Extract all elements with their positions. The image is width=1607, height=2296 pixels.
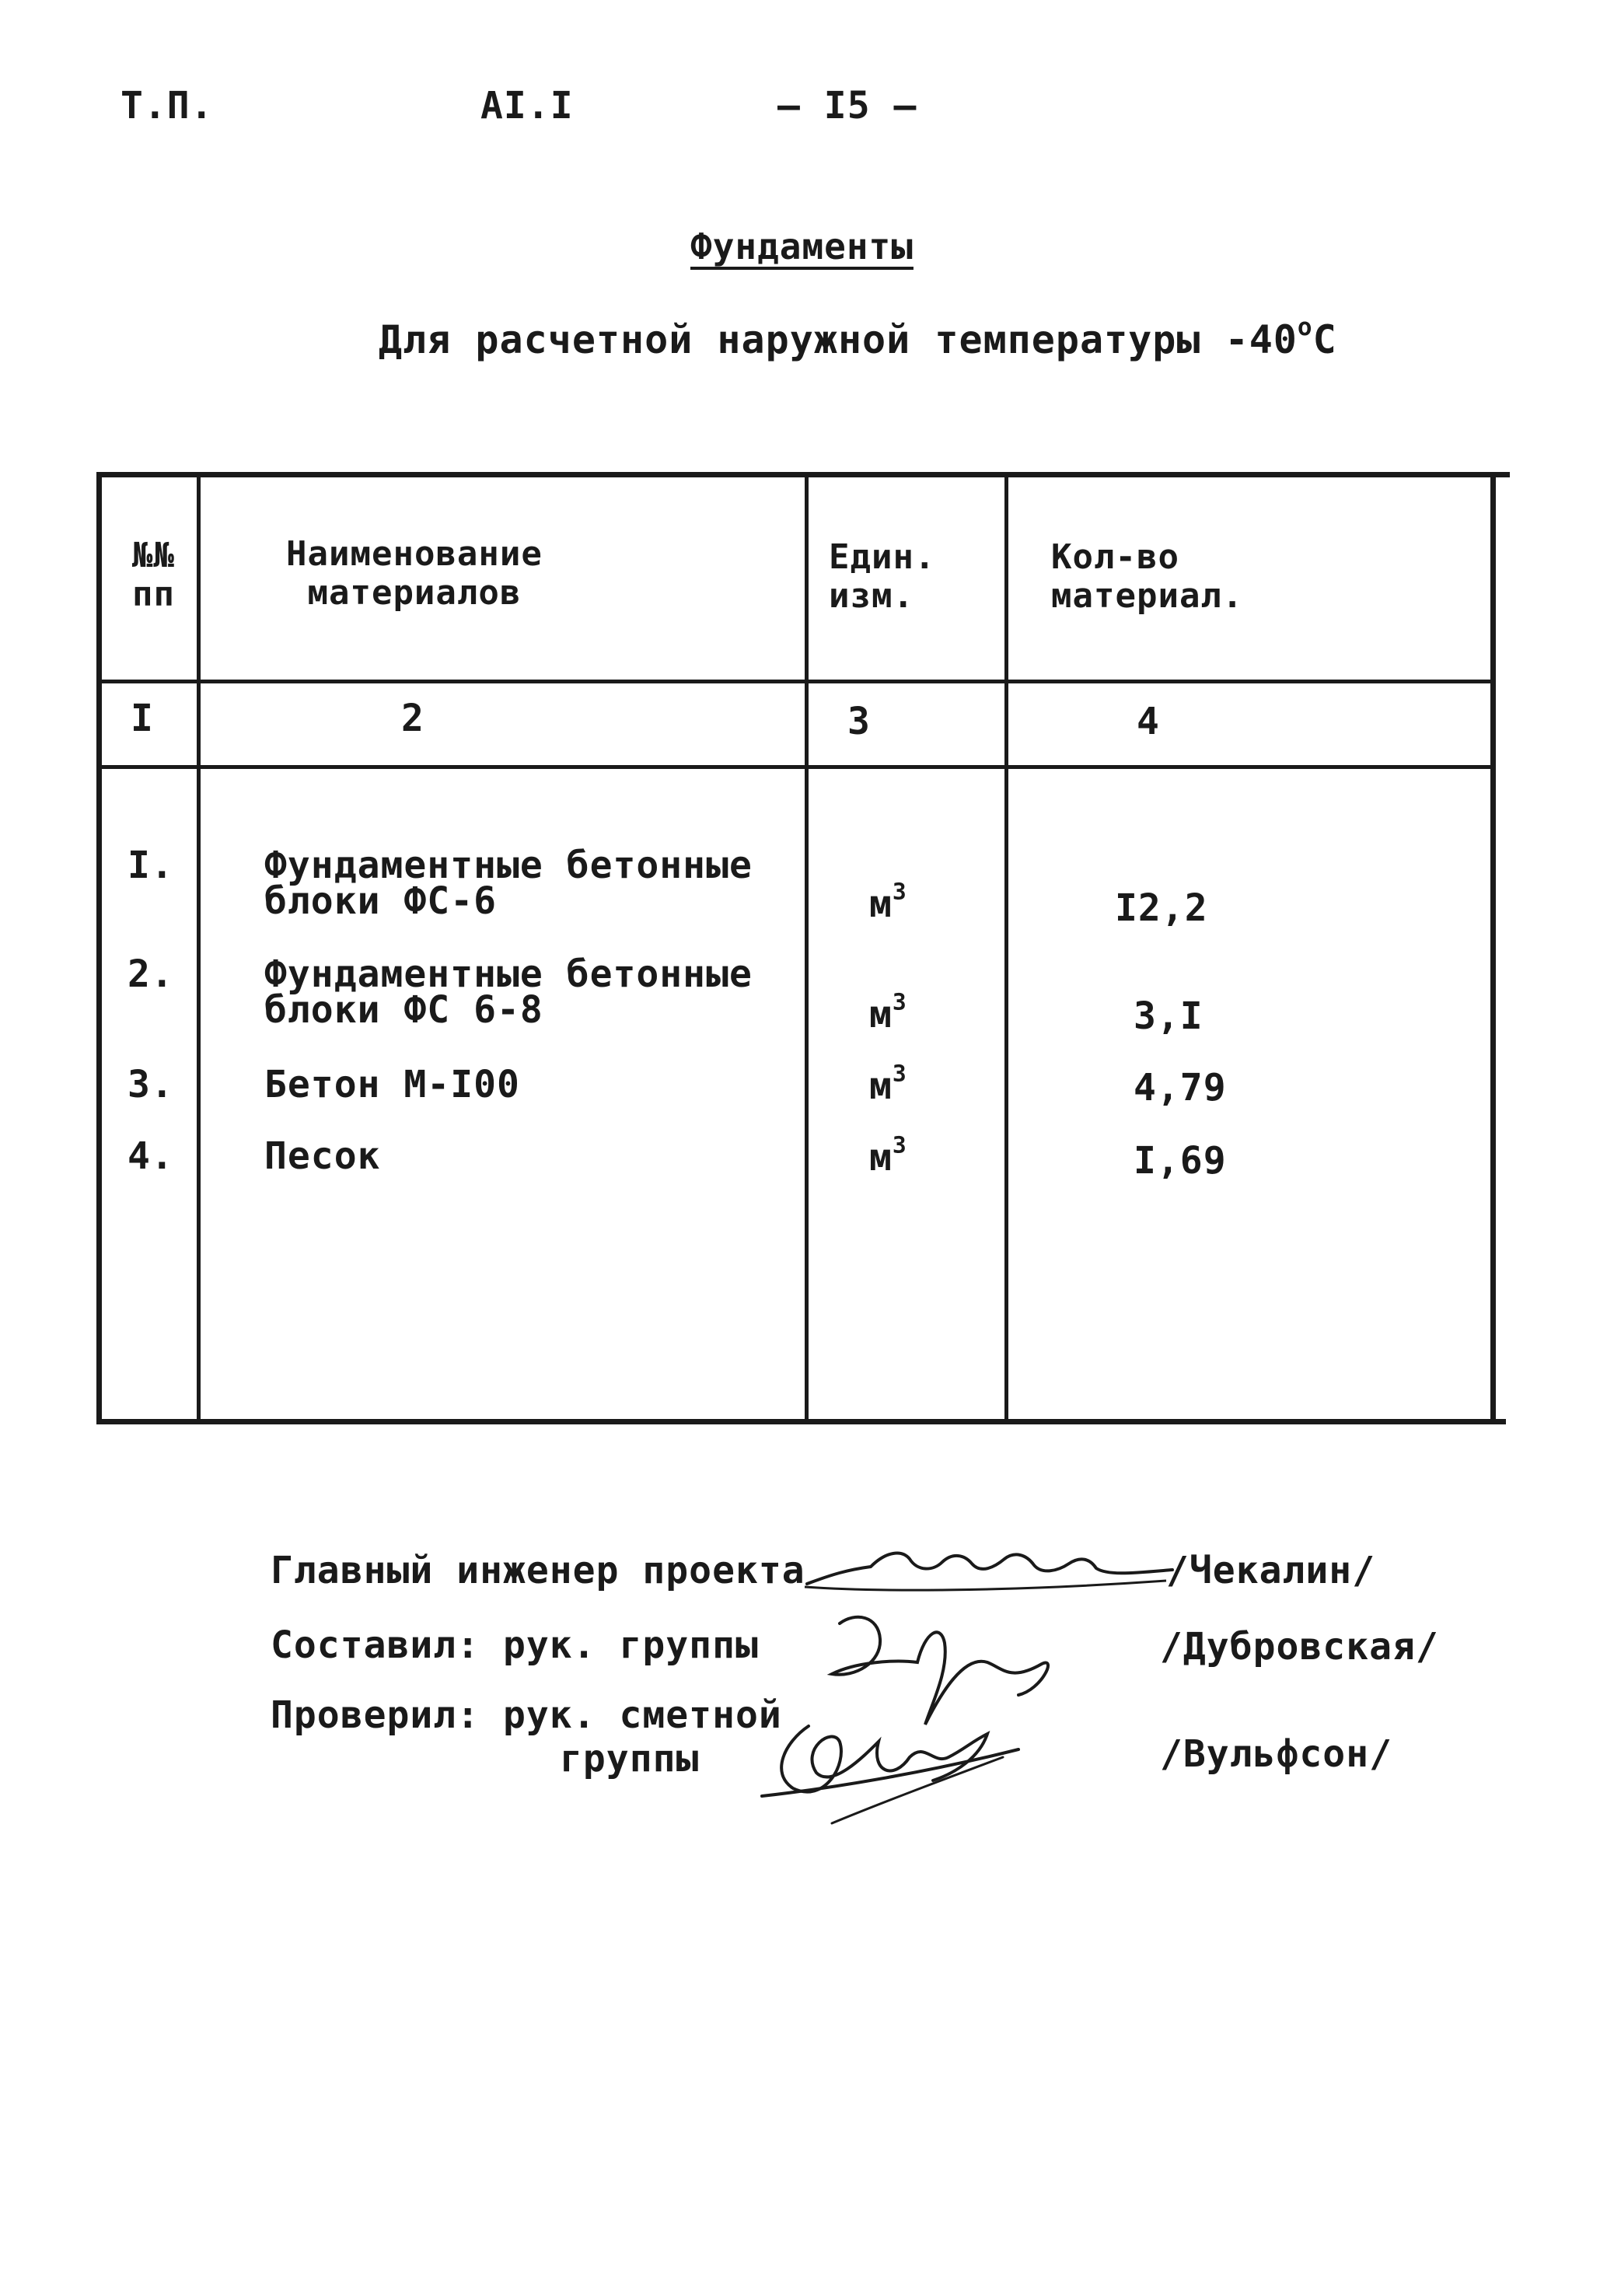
row-number: 4. — [128, 1134, 174, 1178]
col-number: 3 — [847, 700, 871, 743]
header-unit: Един. изм. — [829, 537, 936, 616]
page-number: – I5 – — [777, 84, 917, 128]
number-row-divider — [96, 765, 1496, 769]
row-number: 3. — [128, 1063, 174, 1106]
row-unit: $м^3$ — [869, 988, 907, 1036]
col-number: 4 — [1137, 700, 1160, 743]
document-subtitle: Для расчетной наружной температуры $-40^оС$ — [379, 313, 1337, 362]
document-title: Фундаменты — [690, 225, 914, 267]
col-number: 2 — [401, 697, 424, 740]
table-border-top — [96, 472, 1510, 477]
row-number: 2. — [128, 952, 174, 996]
header-num: №№ пп — [132, 536, 175, 614]
header-qty: Кол-во материал. — [1051, 537, 1244, 616]
row-unit: $м^3$ — [869, 878, 907, 926]
chief-engineer-signature — [801, 1536, 1182, 1606]
table-border-bottom — [96, 1419, 1506, 1424]
row-unit: $м^3$ — [869, 1131, 907, 1179]
row-unit: $м^3$ — [869, 1060, 907, 1108]
row-quantity: I2,2 — [1115, 886, 1208, 930]
table-border-left — [96, 472, 102, 1424]
col-number: I — [131, 697, 154, 740]
row-number: I. — [128, 844, 174, 887]
checked-name: /Вульфсон/ — [1160, 1732, 1392, 1776]
col-divider-3 — [1004, 474, 1008, 1423]
checked-signature — [754, 1695, 1034, 1835]
checked-label: Проверил: рук. сметной группы — [271, 1693, 782, 1781]
header-left-label: Т.П. — [121, 84, 214, 128]
row-name: Песок — [264, 1134, 381, 1178]
row-quantity: 3,I — [1134, 994, 1204, 1038]
row-name: Бетон М-I00 — [264, 1063, 520, 1106]
chief-engineer-label: Главный инженер проекта — [271, 1549, 805, 1592]
row-name: Фундаментные бетонные блоки ФС 6-8 — [264, 952, 753, 1032]
col-divider-2 — [805, 474, 809, 1423]
chief-engineer-name: /Чекалин/ — [1166, 1549, 1376, 1592]
compiled-name: /Дубровская/ — [1160, 1625, 1439, 1669]
row-quantity: I,69 — [1134, 1139, 1227, 1183]
row-quantity: 4,79 — [1134, 1066, 1227, 1110]
header-row-divider — [96, 680, 1496, 683]
header-name: Наименование материалов — [286, 534, 543, 613]
header-code: АI.I — [480, 84, 574, 128]
row-name: Фундаментные бетонные блоки ФС-6 — [264, 844, 753, 923]
col-divider-1 — [197, 474, 201, 1423]
compiled-label: Составил: рук. группы — [271, 1623, 759, 1667]
table-border-right — [1490, 472, 1496, 1424]
